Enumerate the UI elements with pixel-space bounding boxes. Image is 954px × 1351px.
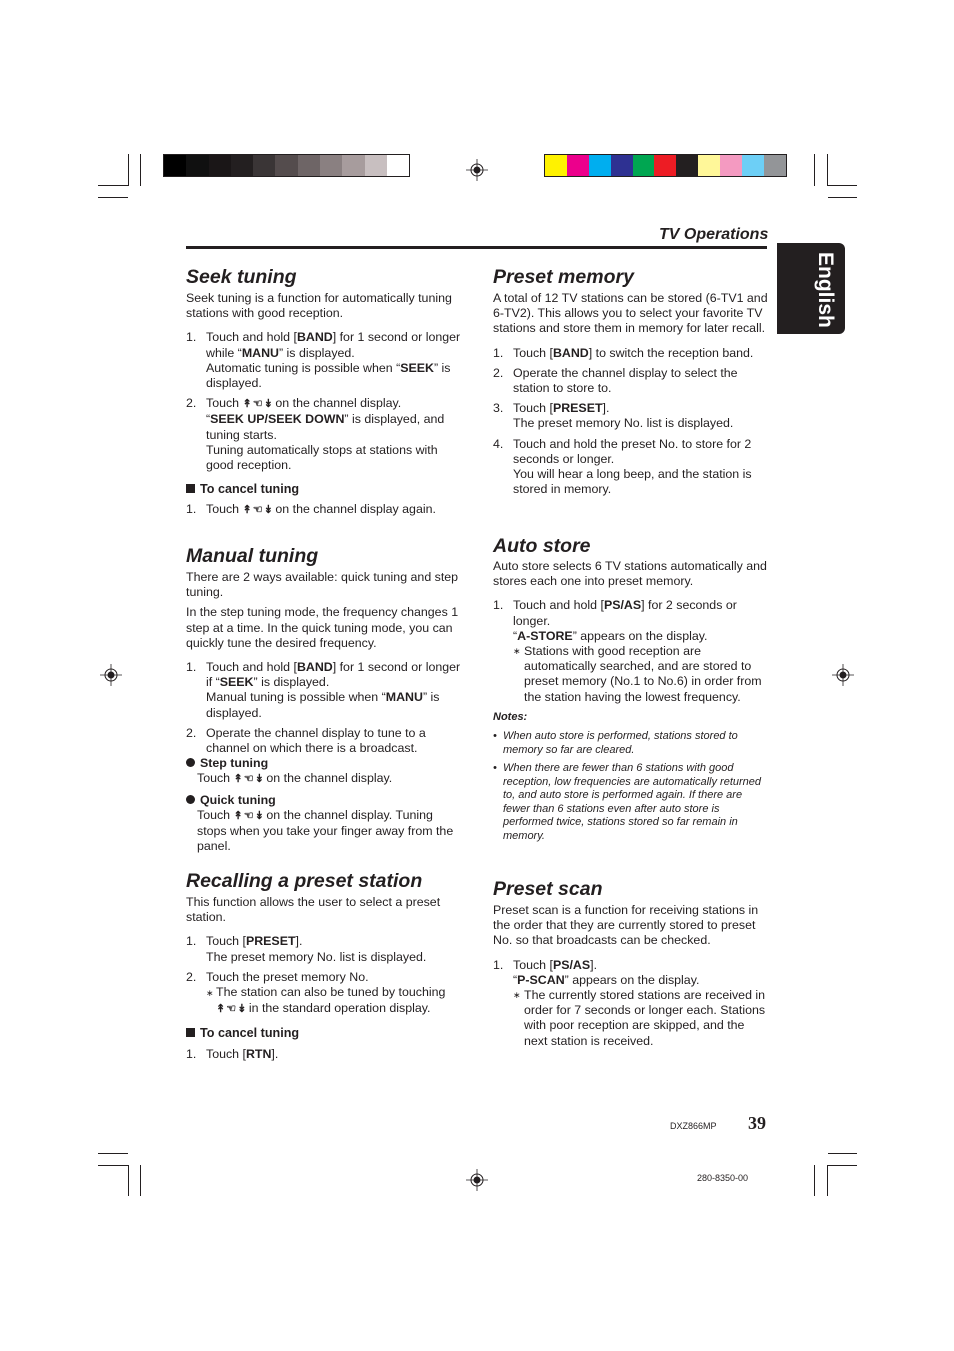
recall-cancel-heading: To cancel tuning xyxy=(186,1026,461,1041)
recall-step-1: 1. Touch [PRESET]. The preset memory No. list is displayed. xyxy=(186,934,427,964)
recall-step-2: 2. Touch the preset memory No. ∗ The station can also be tuned by touching ↟ ☜ ↡ in the standard operation display. xyxy=(186,969,446,1016)
recall-intro: This function allows the user to select a preset station. xyxy=(186,895,441,925)
square-bullet-icon xyxy=(186,484,195,493)
language-tab-label: English xyxy=(814,252,837,328)
seek-arrows-icon: ↟ ☜ ↡ xyxy=(242,504,272,517)
manual-intro-2: In the step tuning mode, the frequency changes 1 step at a time. In the quick tuning mode, you can quickly tune the desired frequency. xyxy=(186,605,459,650)
crop-mark xyxy=(98,185,128,186)
registration-mark-icon xyxy=(100,664,122,686)
color-swatch xyxy=(567,155,589,176)
crop-mark xyxy=(128,154,129,186)
registration-mark-icon xyxy=(466,159,488,181)
seek-intro: Seek tuning is a function for automatically tuning stations with good reception. xyxy=(186,291,452,321)
color-swatch xyxy=(764,155,786,176)
color-swatch xyxy=(298,155,320,176)
crop-mark xyxy=(128,1165,129,1196)
color-swatch xyxy=(186,155,208,176)
crop-mark xyxy=(828,1153,857,1154)
model-number: DXZ866MP xyxy=(670,1121,717,1131)
tuning-arrows-icon: ↟ ☜ ↡ xyxy=(216,1003,246,1016)
crop-mark xyxy=(140,1165,141,1196)
crop-mark xyxy=(828,1165,857,1166)
color-swatch xyxy=(720,155,742,176)
square-bullet-icon xyxy=(186,1028,195,1037)
note-1: • When auto store is performed, stations stored to memory so far are cleared. xyxy=(493,730,738,756)
color-swatch xyxy=(164,155,186,176)
preset-memory-step-4: 4. Touch and hold the preset No. to store for 2 seconds or longer. You will hear a long beep, and the station is stored in memory. xyxy=(493,436,752,497)
auto-store-step-1: 1. Touch and hold [PS/AS] for 2 seconds or longer. “A-STORE” appears on the display. ∗ Stations with good reception are automatically searched, and are stored to preset memory (No.1 to No.6) in order from the station having the lowest frequency. xyxy=(493,598,762,704)
color-swatch xyxy=(209,155,231,176)
preset-memory-step-2: 2. Operate the channel display to select the station to store to. xyxy=(493,365,738,396)
crop-mark xyxy=(828,185,857,186)
preset-memory-section xyxy=(493,291,769,497)
grayscale-color-bar xyxy=(163,154,410,177)
round-bullet-icon xyxy=(186,795,195,804)
color-swatch xyxy=(275,155,297,176)
crop-mark xyxy=(827,1165,828,1196)
note-2: • When there are fewer than 6 stations with good reception, low frequencies are automatically returned to, and auto store is performed again. If there are fewer than 6 stations even after auto store is performed twice, stations stored so far remain in memory. xyxy=(493,762,762,842)
seek-cancel-step-1: 1. Touch ↟ ☜ ↡ on the channel display again. xyxy=(186,502,436,517)
seek-step-2: 2. Touch ↟ ☜ ↡ on the channel display. “SEEK UP/SEEK DOWN” is displayed, and tuning starts. Tuning automatically stops at stations with good reception. xyxy=(186,396,445,473)
preset-scan-intro: Preset scan is a function for receiving stations in the order that they are currently stored to preset No. so that broadcasts can be checked. xyxy=(493,903,759,948)
seek-cancel-heading: To cancel tuning xyxy=(186,482,461,497)
process-color-bar xyxy=(544,154,787,177)
color-swatch xyxy=(545,155,567,176)
manual-intro-1: There are 2 ways available: quick tuning and step tuning. xyxy=(186,570,459,600)
crop-mark xyxy=(827,154,828,186)
crop-mark xyxy=(98,197,128,198)
recall-section xyxy=(186,895,461,1062)
step-tuning-heading: Step tuning xyxy=(186,756,461,771)
round-bullet-icon xyxy=(186,758,195,767)
color-swatch xyxy=(633,155,655,176)
quick-tuning-heading: Quick tuning xyxy=(186,793,461,808)
color-swatch xyxy=(698,155,720,176)
recalling-preset-title: Recalling a preset station xyxy=(186,870,423,892)
header-rule xyxy=(186,246,767,249)
crop-mark xyxy=(814,1165,815,1196)
registration-mark-icon xyxy=(466,1169,488,1191)
color-swatch xyxy=(365,155,387,176)
color-swatch xyxy=(231,155,253,176)
page-number: 39 xyxy=(748,1113,766,1133)
preset-memory-step-3: 3. Touch [PRESET]. The preset memory No. list is displayed. xyxy=(493,401,734,431)
preset-scan-step-1: 1. Touch [PS/AS]. “P-SCAN” appears on the display. ∗ The currently stored stations are received in order for 7 seconds or longer each. Stations with poor reception are skipped, and the next station is received. xyxy=(493,957,766,1048)
language-tab xyxy=(777,243,845,334)
manual-tuning-title: Manual tuning xyxy=(186,545,319,567)
color-swatch xyxy=(654,155,676,176)
section-header: TV Operations xyxy=(659,226,769,243)
auto-store-title: Auto store xyxy=(493,535,591,557)
color-swatch xyxy=(611,155,633,176)
color-swatch xyxy=(253,155,275,176)
color-swatch xyxy=(320,155,342,176)
manual-step-2: 2. Operate the channel display to tune to a channel on which there is a broadcast. xyxy=(186,725,426,756)
crop-mark xyxy=(828,197,857,198)
manual-step-1: 1. Touch and hold [BAND] for 1 second or longer if “SEEK” is displayed. Manual tuning is possible when “MANU” is displayed. xyxy=(186,660,461,720)
manual-tuning-section: There are 2 ways available: quick tuning and step tuning. In the step tuning mode, the frequency changes 1 step at a time. In the quick tuning mode, you can quickly tune the desired frequency. 1. Touch and hold [BAND] for 1 second or longer if “SEEK” is displayed. Manual tuning is possible when “MANU” is displayed. 2. Operate the channel display to tune to a channel on which there is a broadcast. Step tuning Touch ↟ ☜ ↡ on the channel display. Quick tuning Touch ↟ ☜ ↡ on the channel display. Tuning stops when you take your finger away from the panel. xyxy=(186,570,461,854)
tuning-arrows-icon: ↟ ☜ ↡ xyxy=(233,773,263,786)
auto-store-section xyxy=(493,559,769,843)
tuning-arrows-icon: ↟ ☜ ↡ xyxy=(233,809,263,822)
seek-arrows-icon: ↟ ☜ ↡ xyxy=(242,398,272,411)
color-swatch xyxy=(676,155,698,176)
preset-scan-title: Preset scan xyxy=(493,878,603,900)
part-number: 280-8350-00 xyxy=(697,1173,749,1183)
crop-mark xyxy=(98,1153,128,1154)
color-swatch xyxy=(387,155,409,176)
preset-memory-title: Preset memory xyxy=(493,266,634,288)
preset-memory-intro: A total of 12 TV stations can be stored (6-TV1 and 6-TV2). This allows you to select your favorite TV stations and store them in memory for later recall. xyxy=(493,291,768,336)
color-swatch xyxy=(342,155,364,176)
preset-scan-section xyxy=(493,903,769,1049)
crop-mark xyxy=(814,154,815,186)
color-swatch xyxy=(589,155,611,176)
color-swatch xyxy=(742,155,764,176)
recall-cancel-step-1: 1. Touch [RTN]. xyxy=(186,1046,279,1061)
seek-tuning-title: Seek tuning xyxy=(186,266,297,288)
preset-memory-step-1: 1. Touch [BAND] to switch the reception band. xyxy=(493,345,754,360)
notes-heading: Notes: xyxy=(493,710,528,723)
seek-step-1: 1. Touch and hold [BAND] for 1 second or longer while “MANU” is displayed. Automatic tuning is possible when “SEEK” is displayed. xyxy=(186,330,461,391)
crop-mark xyxy=(140,154,141,186)
seek-tuning-section xyxy=(186,291,461,519)
crop-mark xyxy=(98,1165,128,1166)
registration-mark-icon xyxy=(832,664,854,686)
auto-store-intro: Auto store selects 6 TV stations automatically and stores each one into preset memory. xyxy=(493,559,767,589)
